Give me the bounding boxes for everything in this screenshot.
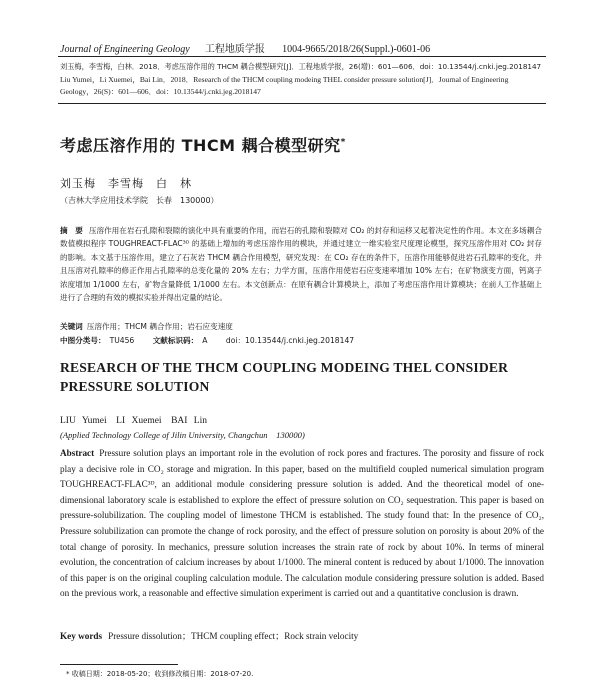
class-number-value: TU456 — [109, 336, 135, 345]
doc-code-value: A — [202, 336, 208, 345]
title-cn-text: 考虑压溶作用的 THCM 耦合模型研究 — [60, 136, 341, 155]
journal-name-cn: 工程地质学报 — [204, 44, 265, 55]
abstract-en — [60, 446, 544, 602]
keywords-cn-label: 关键词 — [60, 322, 83, 331]
citation-en: Liu Yumei，Li Xuemei，Bai Lin．2018．Research of the THCM coupling modeing THEL consider pressure solution[J]．Journal of Engineering Geology，26(S)：601—606．doi：10.13544/j.cnki.jeg.2018147 — [60, 75, 509, 96]
journal-name: Journal of Engineering Geology — [60, 44, 190, 55]
authors-en: LIU Yumei LI Xuemei BAI Lin — [60, 416, 207, 426]
doi-value: 10.13544/j.cnki.jeg.2018147 — [245, 336, 355, 345]
abstract-cn-label: 摘 要 — [60, 226, 83, 235]
footnote-rule — [60, 664, 178, 665]
keywords-cn — [60, 321, 233, 332]
class-number-label: 中图分类号： — [60, 336, 106, 345]
title-cn — [60, 133, 540, 156]
title-footnote-mark: * — [340, 137, 346, 148]
header-rule — [58, 56, 546, 57]
doc-code-label: 文献标识码： — [152, 336, 199, 345]
journal-code: 1004-9665/2018/26(Suppl.)-0601-06 — [282, 44, 431, 55]
doi-label: doi： — [225, 336, 246, 345]
title-en: RESEARCH OF THE THCM COUPLING MODEING THEL CONSIDER PRESSURE SOLUTION — [60, 360, 509, 394]
citation-rule — [58, 103, 546, 104]
affiliation-cn: （吉林大学应用技术学院 长春 130000） — [60, 196, 219, 205]
abstract-cn-text: 压溶作用在岩石孔隙和裂隙的演化中具有重要的作用，而岩石的孔隙和裂隙对 CO₂ 的封存和运移又起着决定性的作用。本文在多场耦合数值模拟程序 TOUGHREACT-FLAC³ᴰ 的基础上增加的考虑压溶作用的模块，并通过建立一维实验室尺度理论模型，探究压溶作用对 CO₂ 封存的影响。本文基于压溶作用，建立了石灰岩 THCM 耦合作用模型，研究发现：在 CO₂ 存在的条件下，压溶作用能够促进岩石孔隙率的变化，并且压溶对孔隙率的修正作用占孔隙率的总变化量的 20% 左右；力学方面，压溶作用使岩石应变速率增加 10% 左右；在矿物演变方面，钙离子浓度增加 1/1000 左右，矿物含量降低 1/1000 左右。本文创新点：在原有耦合计算模块上，添加了考虑压溶作用计算模块；在前人工作基础上进行了合理的有效的模拟实验并得出定量的结论。 — [60, 226, 542, 303]
keywords-en-label: Key words — [60, 631, 103, 641]
authors-cn: 刘玉梅 李雪梅 白 林 — [60, 177, 192, 190]
abstract-en-label: Abstract — [60, 448, 95, 458]
keywords-en — [60, 628, 358, 642]
keywords-cn-text: 压溶作用；THCM 耦合作用；岩石应变速度 — [86, 322, 233, 331]
affiliation-en: (Applied Technology College of Jilin University, Changchun 130000) — [60, 430, 305, 440]
footnote-received: * 收稿日期：2018-05-20；收到修改稿日期：2018-07-20. — [66, 670, 254, 678]
citation-cn: 刘玉梅，李雪梅，白林．2018．考虑压溶作用的 THCM 耦合模型研究[J]．工程地质学报，26(增)：601—606．doi：10.13544/j.cnki.jeg.2018147 — [60, 62, 542, 71]
abstract-en-text: Pressure solution plays an important role in the evolution of rock pores and fractures. The porosity and fissure of rock play a decisive role in CO₂ storage and migration. In this paper, based on the multifield coupled numerical simulation program TOUGHREACT-FLAC³ᴰ, an additional module considering pressure solution is added. And the theoretical model of one-dimensional laboratory scale is established to explore the effect of pressure solution on CO₂ sequestration. This paper is based on pressure-solubilization. The coupling model of limestone THCM is established. The study found that: In the presence of CO₂, Pressure solubilization can promote the change of rock porosity, and the effect of pressure solution on porosity is about 20% of the total change of porosity. In mechanics, pressure solution increases the strain rate of rock by about 10%. In terms of mineral evolution, the concentration of calcium increases by about 1/1000. The mineral content is reduced by about 1/1000. The innovation of this paper is on the original coupling calculation module. The calculation module considering pressure solution is added. Based on the previous work, a reasonable and effective simulation experiment is carried out and a quantitative conclusion is drawn. — [60, 448, 544, 599]
running-header — [60, 40, 530, 55]
classification-cn — [60, 335, 354, 346]
keywords-en-text: Pressure dissolution；THCM coupling effect；Rock strain velocity — [108, 631, 359, 641]
abstract-cn — [60, 224, 542, 304]
